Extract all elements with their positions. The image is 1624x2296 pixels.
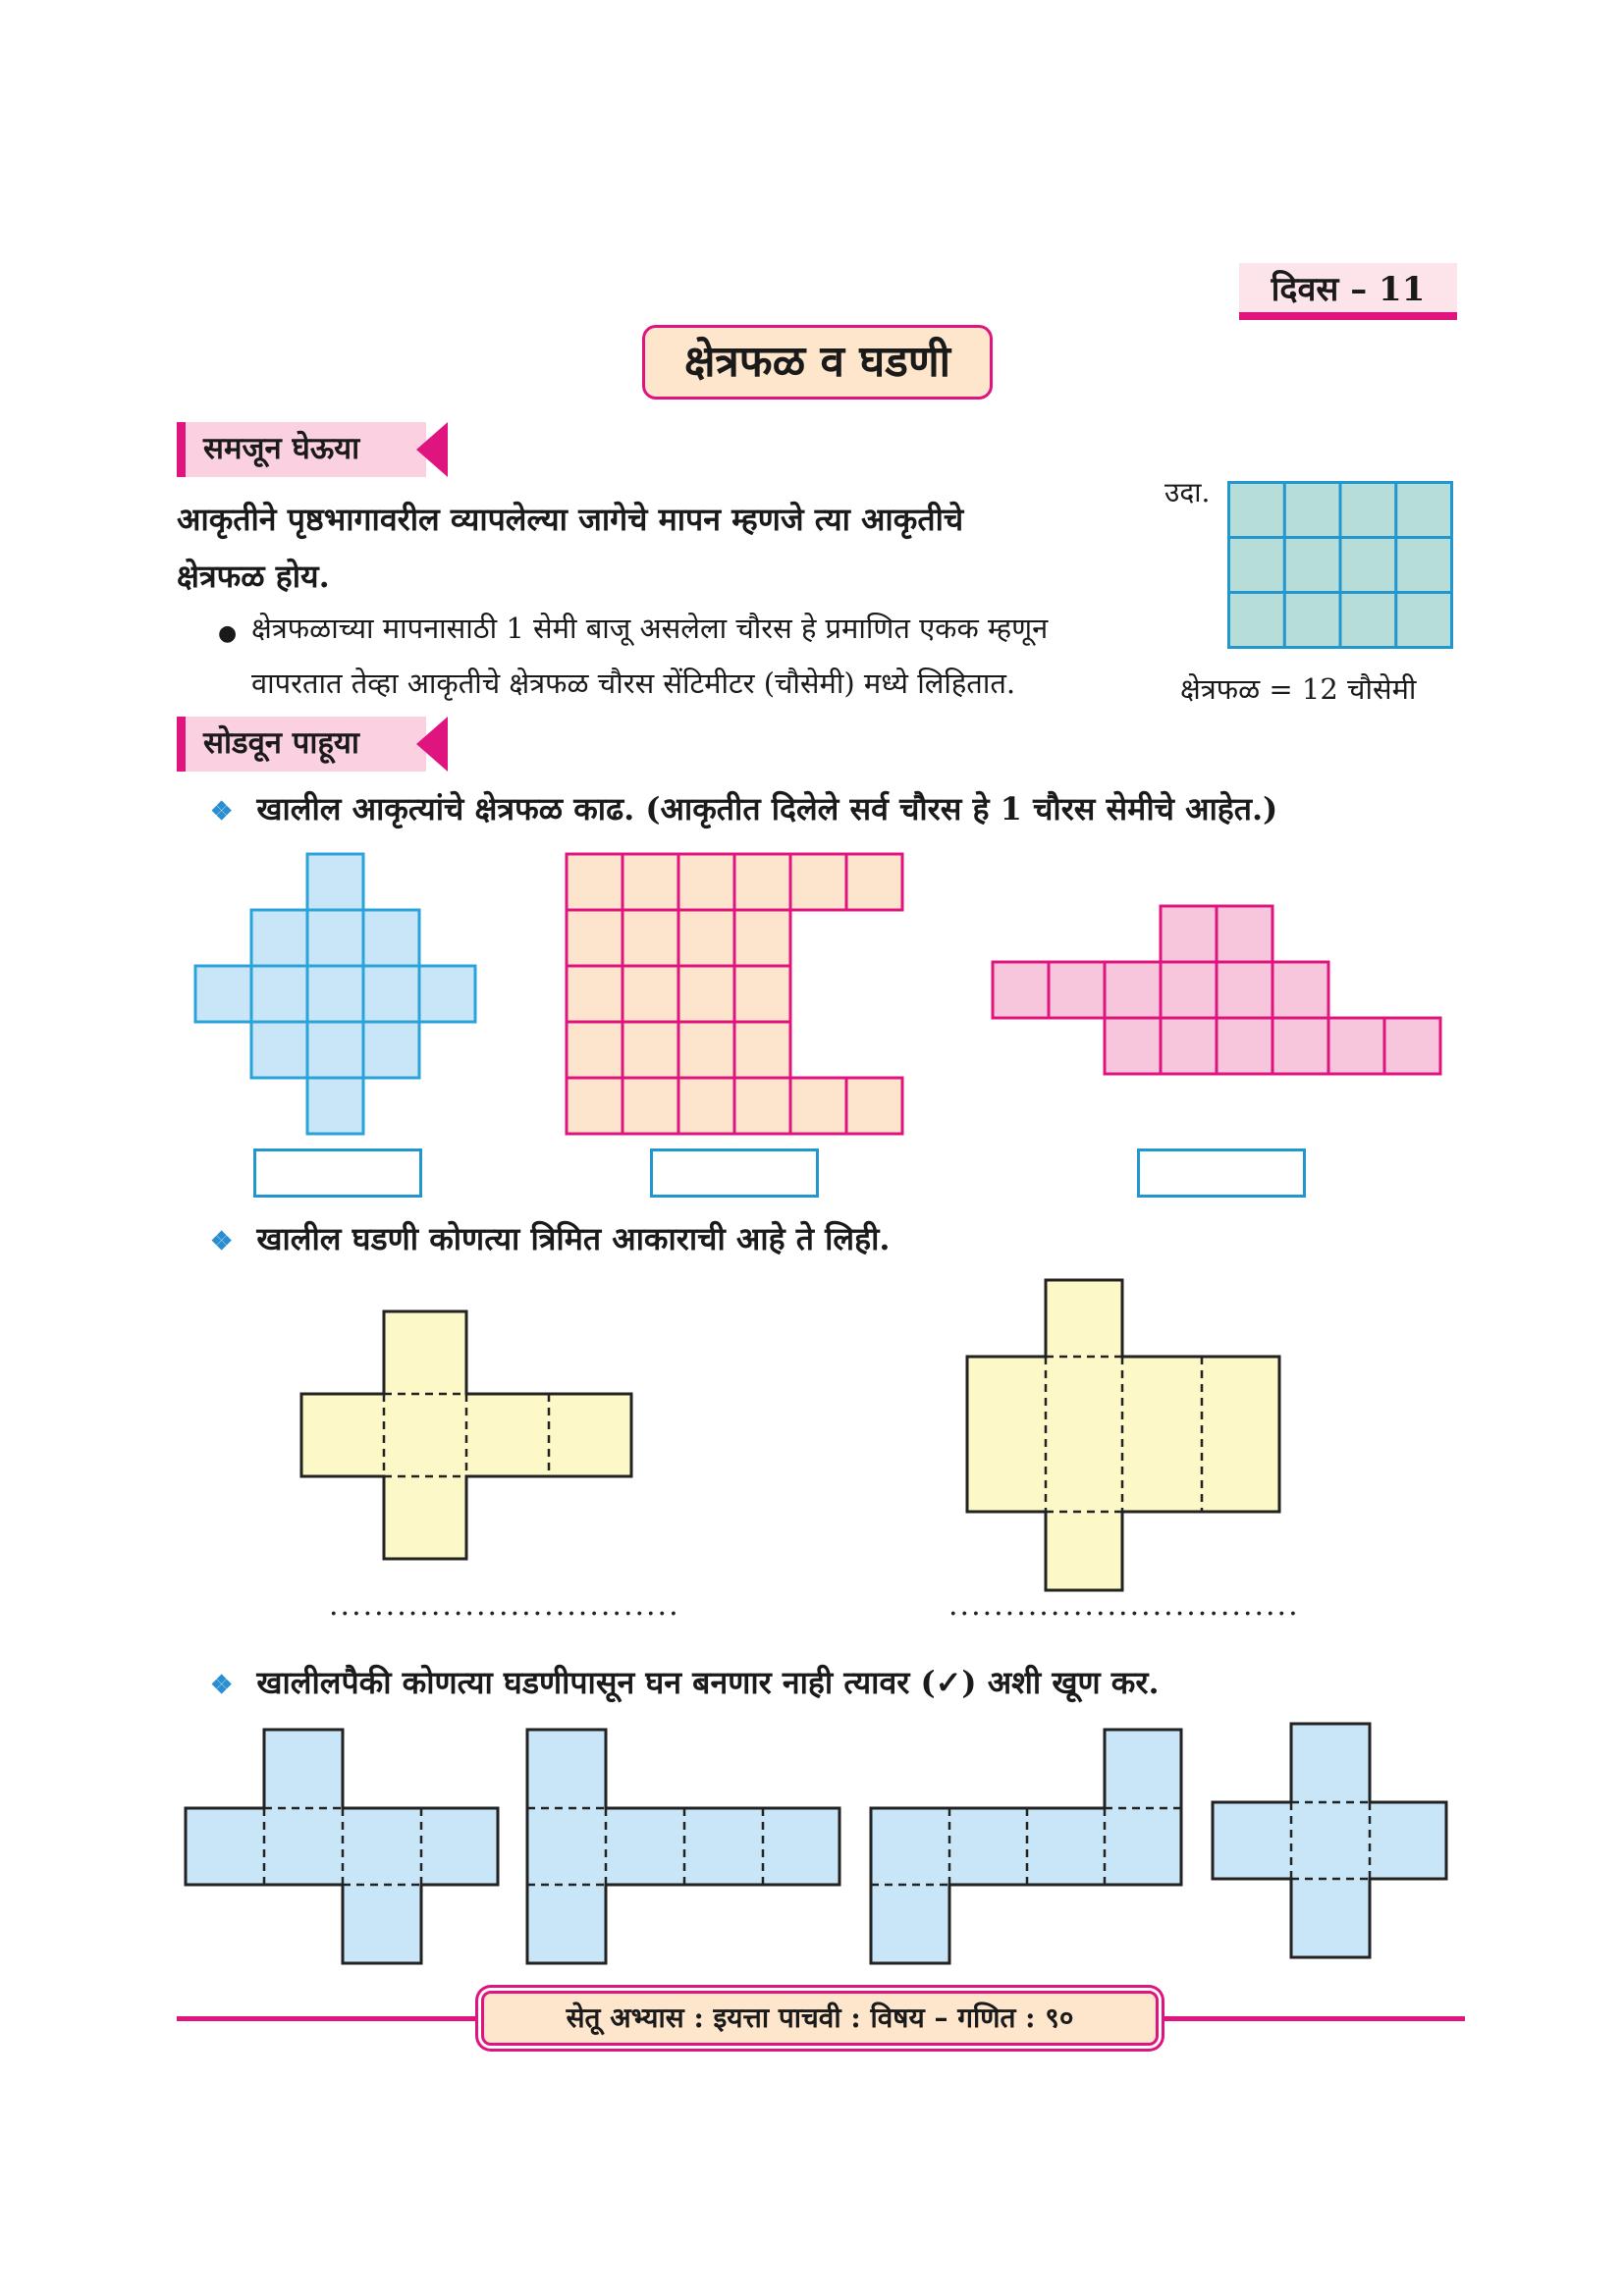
footer-label: सेतू अभ्यास : इयत्ता पाचवी : विषय – गणित : ९० [481,1991,1159,2046]
answer-blank-net-1[interactable]: ............................... [329,1588,680,1623]
example-caption: क्षेत्रफळ = 12 चौसेमी [1180,672,1417,706]
example-label: उदा. [1164,476,1211,508]
diamond-bullet-icon: ❖ [210,1671,234,1700]
bullet-icon: ● [218,621,238,646]
definition-line-1: आकृतीने पृष्ठभागावरील व्यापलेल्या जागेचे मापन म्हणजे त्या आकृतीचे [177,501,964,538]
question-2-text: खालील घडणी कोणत्या त्रिमित आकाराची आहे ते लिही. [256,1220,891,1257]
answer-blank-net-2[interactable]: ............................... [948,1588,1300,1623]
day-badge: दिवस – 11 [1239,263,1457,320]
page-title: क्षेत्रफळ व घडणी [642,325,993,400]
diamond-bullet-icon: ❖ [210,797,234,827]
section-tag-try: सोडवून पाहूया [177,717,426,772]
question-3-text: खालीलपैकी कोणत्या घडणीपासून घन बनणार नाही त्यावर (✓) अशी खूण कर. [256,1664,1160,1701]
diamond-bullet-icon: ❖ [210,1227,234,1256]
section-tag-understand: समजून घेऊया [177,422,426,477]
definition-line-2: क्षेत्रफळ होय. [177,558,330,595]
bullet-line-2: वापरतात तेव्हा आकृतीचे क्षेत्रफळ चौरस सेंटिमीटर (चौसेमी) मध्ये लिहितात. [251,667,1016,700]
bullet-line-1: क्षेत्रफळाच्या मापनासाठी 1 सेमी बाजू असलेला चौरस हे प्रमाणित एकक म्हणून [251,612,1049,645]
question-1-text: खालील आकृत्यांचे क्षेत्रफळ काढ. (आकृतीत दिलेले सर्व चौरस हे 1 चौरस सेमीचे आहेत.) [256,790,1278,828]
